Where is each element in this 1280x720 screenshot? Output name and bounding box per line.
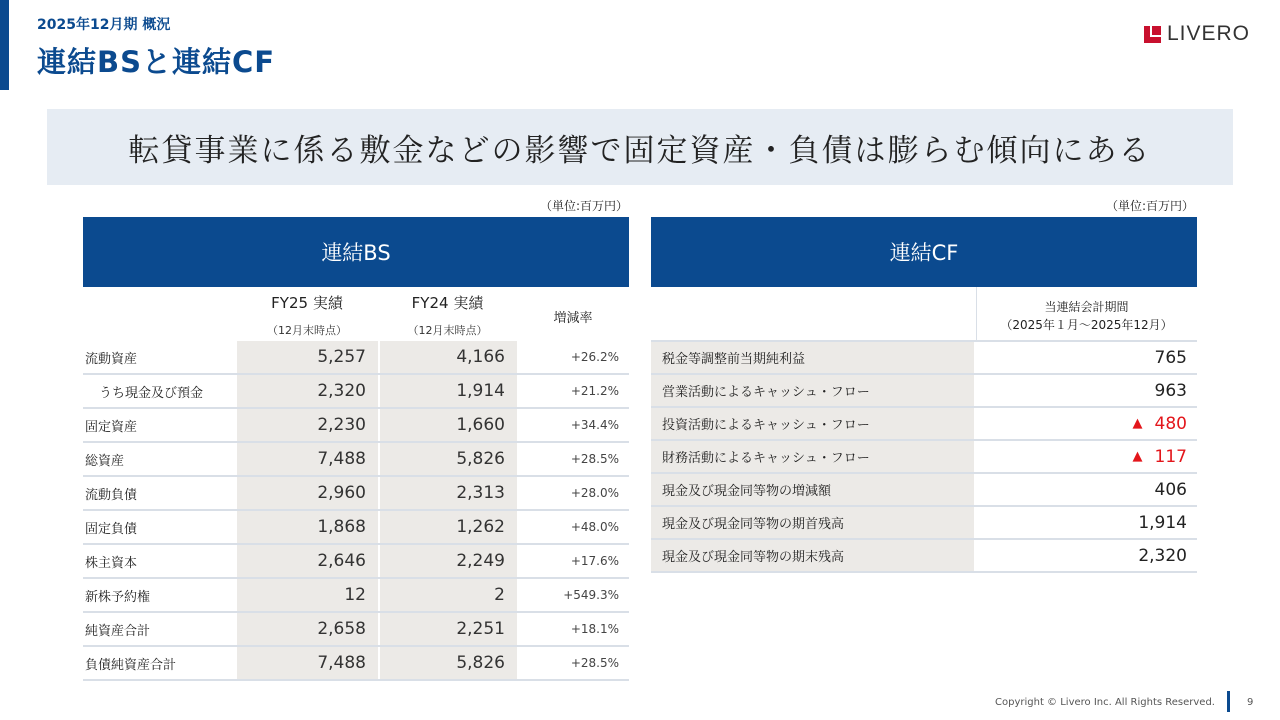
fy25-value: 7,488 bbox=[236, 443, 378, 475]
fy25-value: 2,646 bbox=[236, 545, 378, 577]
cf-value bbox=[976, 408, 1197, 439]
table-row bbox=[83, 375, 629, 409]
change-rate: +28.5% bbox=[570, 452, 619, 466]
page-title: 連結BSと連結CF bbox=[37, 45, 276, 79]
row-label: 負債純資産合計 bbox=[85, 657, 177, 673]
bs-panel-title: 連結BS bbox=[321, 241, 391, 265]
cf-table bbox=[651, 340, 1197, 573]
fy25-value: 2,230 bbox=[236, 409, 378, 441]
change-rate: +48.0% bbox=[570, 520, 619, 534]
bs-column-label: FY25 実績 bbox=[271, 294, 343, 312]
change-rate: +549.3% bbox=[563, 588, 619, 602]
cf-value bbox=[976, 474, 1197, 505]
change-rate: +17.6% bbox=[570, 554, 619, 568]
negative-triangle-icon: ▲ bbox=[1132, 416, 1143, 431]
headline-banner bbox=[47, 109, 1233, 185]
fy24-value: 5,826 bbox=[378, 647, 517, 679]
bs-table bbox=[83, 341, 629, 681]
change-rate: +26.2% bbox=[570, 350, 619, 364]
change-rate: +34.4% bbox=[570, 418, 619, 432]
fy25-value: 5,257 bbox=[236, 341, 378, 373]
fy25-value: 2,960 bbox=[236, 477, 378, 509]
fy24-value: 1,660 bbox=[378, 409, 517, 441]
cf-value-text: 480 bbox=[1154, 413, 1187, 434]
bs-unit-note: （単位:百万円） bbox=[540, 199, 629, 213]
bs-column-label: FY24 実績 bbox=[411, 294, 484, 312]
row-label: 流動資産 bbox=[85, 351, 138, 367]
row-label: 株主資本 bbox=[85, 555, 138, 571]
fy24-value: 4,166 bbox=[378, 341, 517, 373]
cf-value bbox=[976, 441, 1197, 472]
accent-bar bbox=[0, 0, 9, 90]
cf-panel-header bbox=[651, 217, 1197, 287]
cf-value-text: 406 bbox=[1154, 479, 1187, 500]
fy25-value: 7,488 bbox=[236, 647, 378, 679]
fy24-value: 1,262 bbox=[378, 511, 517, 543]
change-rate: +18.1% bbox=[570, 622, 619, 636]
row-label: うち現金及び預金 bbox=[99, 385, 204, 401]
table-row bbox=[83, 511, 629, 545]
row-label: 現金及び現金同等物の期末残高 bbox=[651, 540, 976, 571]
fy25-value: 1,868 bbox=[236, 511, 378, 543]
table-row bbox=[83, 613, 629, 647]
negative-triangle-icon: ▲ bbox=[1132, 449, 1143, 464]
cf-column-period: （2025年１月～2025年12月） bbox=[1000, 318, 1173, 332]
footer-copyright: Copyright © Livero Inc. All Rights Reserved. bbox=[995, 697, 1215, 708]
table-row bbox=[651, 408, 1197, 441]
fy24-value: 1,914 bbox=[378, 375, 517, 407]
table-row bbox=[83, 647, 629, 681]
footer-divider bbox=[1227, 691, 1230, 712]
bs-column-sublabel: （12月末時点） bbox=[267, 324, 347, 337]
cf-value-text: 765 bbox=[1154, 347, 1187, 368]
bs-column-header-fy24 bbox=[378, 292, 517, 338]
change-rate: +21.2% bbox=[570, 384, 619, 398]
row-label: 流動負債 bbox=[85, 487, 138, 503]
table-row bbox=[651, 540, 1197, 573]
table-row bbox=[83, 579, 629, 613]
row-label: 純資産合計 bbox=[85, 623, 151, 639]
row-label: 固定資産 bbox=[85, 419, 138, 435]
row-label: 新株予約権 bbox=[85, 589, 151, 605]
section-label: 2025年12月期 概況 bbox=[37, 17, 171, 33]
cf-value-text: 963 bbox=[1154, 380, 1187, 401]
table-row bbox=[83, 545, 629, 579]
table-row bbox=[651, 474, 1197, 507]
cf-value bbox=[976, 507, 1197, 538]
row-label: 現金及び現金同等物の増減額 bbox=[651, 474, 976, 505]
cf-unit-note: （単位:百万円） bbox=[1106, 199, 1195, 213]
headline-text: 転貸事業に係る敷金などの影響で固定資産・負債は膨らむ傾向にある bbox=[128, 132, 1152, 169]
row-label: 現金及び現金同等物の期首残高 bbox=[651, 507, 976, 538]
fy24-value: 2,249 bbox=[378, 545, 517, 577]
cf-value-text: 2,320 bbox=[1138, 545, 1187, 566]
change-rate: +28.0% bbox=[570, 486, 619, 500]
cf-value-text: 1,914 bbox=[1138, 512, 1187, 533]
row-label: 財務活動によるキャッシュ・フロー bbox=[651, 441, 976, 472]
row-label: 税金等調整前当期純利益 bbox=[651, 342, 976, 373]
table-row bbox=[83, 341, 629, 375]
bs-column-sublabel: （12月末時点） bbox=[407, 324, 488, 337]
logo-mark-icon bbox=[1144, 26, 1161, 43]
company-logo bbox=[1144, 22, 1250, 46]
page-number: 9 bbox=[1247, 697, 1254, 708]
fy25-value: 2,658 bbox=[236, 613, 378, 645]
row-label: 投資活動によるキャッシュ・フロー bbox=[651, 408, 976, 439]
cf-column-label: 当連結会計期間 bbox=[1044, 300, 1129, 314]
table-row bbox=[651, 441, 1197, 474]
logo-text: LIVERO bbox=[1166, 22, 1250, 45]
change-rate: +28.5% bbox=[570, 656, 619, 670]
fy25-value: 12 bbox=[236, 579, 378, 611]
table-row bbox=[83, 477, 629, 511]
table-row bbox=[83, 409, 629, 443]
cf-value bbox=[976, 342, 1197, 373]
cf-value bbox=[976, 540, 1197, 571]
table-row bbox=[651, 507, 1197, 540]
row-label: 固定負債 bbox=[85, 521, 138, 537]
fy25-value: 2,320 bbox=[236, 375, 378, 407]
row-label: 総資産 bbox=[85, 453, 125, 469]
cf-value bbox=[976, 375, 1197, 406]
cf-panel-title: 連結CF bbox=[889, 241, 959, 265]
table-row bbox=[651, 375, 1197, 408]
fy24-value: 5,826 bbox=[378, 443, 517, 475]
fy24-value: 2 bbox=[378, 579, 517, 611]
bs-column-header-fy25 bbox=[236, 292, 378, 338]
bs-panel-header bbox=[83, 217, 629, 287]
bs-column-header-change: 増減率 bbox=[553, 311, 593, 326]
row-label: 営業活動によるキャッシュ・フロー bbox=[651, 375, 976, 406]
cf-column-header bbox=[976, 298, 1197, 334]
fy24-value: 2,251 bbox=[378, 613, 517, 645]
fy24-value: 2,313 bbox=[378, 477, 517, 509]
table-row bbox=[83, 443, 629, 477]
table-row bbox=[651, 342, 1197, 375]
cf-value-text: 117 bbox=[1154, 446, 1187, 467]
